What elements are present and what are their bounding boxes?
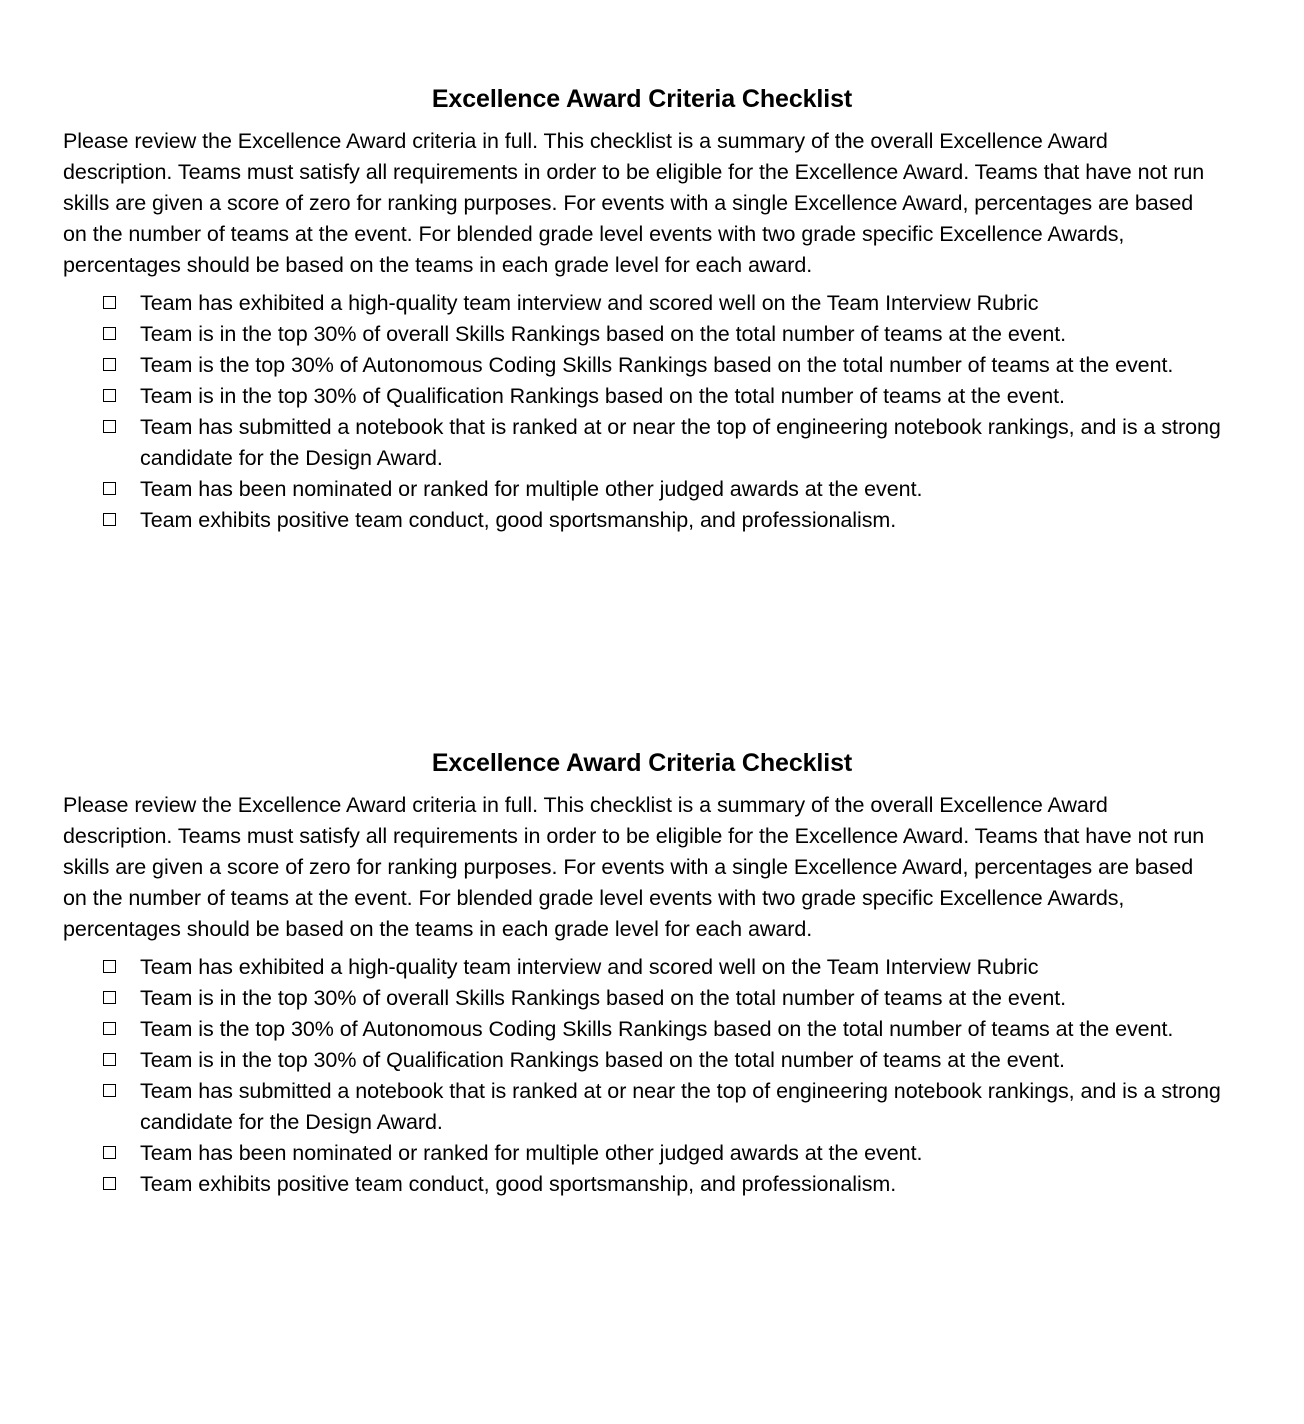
list-item-label: Team is in the top 30% of Qualification Rankings based on the total number of teams at the event. — [140, 1048, 1065, 1072]
list-item[interactable] — [63, 288, 1221, 319]
empty-checkbox-icon[interactable] — [103, 350, 119, 381]
empty-checkbox-icon[interactable] — [103, 505, 119, 536]
empty-checkbox-icon[interactable] — [103, 474, 119, 505]
criteria-checklist — [63, 952, 1221, 1200]
empty-checkbox-icon[interactable] — [103, 952, 119, 983]
list-item-label: Team is in the top 30% of overall Skills Rankings based on the total number of teams at the event. — [140, 322, 1067, 346]
list-item[interactable] — [63, 1076, 1221, 1138]
list-item[interactable] — [63, 474, 1221, 505]
list-item-label: Team exhibits positive team conduct, good sportsmanship, and professionalism. — [140, 1172, 897, 1196]
list-item[interactable] — [63, 983, 1221, 1014]
list-item[interactable] — [63, 1045, 1221, 1076]
empty-checkbox-icon[interactable] — [103, 1169, 119, 1200]
checklist-section-2 — [63, 748, 1221, 1200]
page-title: Excellence Award Criteria Checklist — [431, 749, 853, 777]
intro-paragraph: Please review the Excellence Award criteria in full. This checklist is a summary of the overall Excellence Award description. Teams must satisfy all requirements in order to be eligible for the Excellence Award. Teams that have not run skills are given a score of zero for ranking purposes. For events with a single Excellence Award, percentages are based on the number of teams at the event. For blended grade level events with two grade specific Excellence Awards, percentages should be based on the teams in each grade level for each award. — [63, 129, 1205, 277]
list-item[interactable] — [63, 319, 1221, 350]
empty-checkbox-icon[interactable] — [103, 1076, 119, 1107]
list-item[interactable] — [63, 505, 1221, 536]
list-item-label: Team exhibits positive team conduct, good sportsmanship, and professionalism. — [140, 508, 897, 532]
empty-checkbox-icon[interactable] — [103, 288, 119, 319]
page-title: Excellence Award Criteria Checklist — [431, 85, 853, 113]
empty-checkbox-icon[interactable] — [103, 412, 119, 443]
list-item[interactable] — [63, 1014, 1221, 1045]
list-item-label: Team is in the top 30% of Qualification Rankings based on the total number of teams at the event. — [140, 384, 1065, 408]
list-item-label: Team has been nominated or ranked for multiple other judged awards at the event. — [140, 1141, 923, 1165]
list-item-label: Team has been nominated or ranked for multiple other judged awards at the event. — [140, 477, 923, 501]
empty-checkbox-icon[interactable] — [103, 983, 119, 1014]
list-item[interactable] — [63, 412, 1221, 474]
list-item-label: Team has exhibited a high-quality team interview and scored well on the Team Interview Rubric — [140, 291, 1039, 315]
empty-checkbox-icon[interactable] — [103, 1138, 119, 1169]
empty-checkbox-icon[interactable] — [103, 1045, 119, 1076]
list-item[interactable] — [63, 952, 1221, 983]
list-item-label: Team has exhibited a high-quality team interview and scored well on the Team Interview Rubric — [140, 955, 1039, 979]
list-item[interactable] — [63, 381, 1221, 412]
list-item[interactable] — [63, 1169, 1221, 1200]
list-item-label: Team has submitted a notebook that is ranked at or near the top of engineering notebook rankings, and is a strong candidate for the Design Award. — [140, 415, 1221, 470]
empty-checkbox-icon[interactable] — [103, 1014, 119, 1045]
empty-checkbox-icon[interactable] — [103, 381, 119, 412]
checklist-section-1 — [63, 84, 1221, 536]
list-item-label: Team is the top 30% of Autonomous Coding Skills Rankings based on the total number of teams at the event. — [140, 1017, 1174, 1041]
list-item[interactable] — [63, 1138, 1221, 1169]
list-item-label: Team is the top 30% of Autonomous Coding Skills Rankings based on the total number of teams at the event. — [140, 353, 1174, 377]
list-item-label: Team has submitted a notebook that is ranked at or near the top of engineering notebook rankings, and is a strong candidate for the Design Award. — [140, 1079, 1221, 1134]
criteria-checklist — [63, 288, 1221, 536]
list-item[interactable] — [63, 350, 1221, 381]
intro-paragraph: Please review the Excellence Award criteria in full. This checklist is a summary of the overall Excellence Award description. Teams must satisfy all requirements in order to be eligible for the Excellence Award. Teams that have not run skills are given a score of zero for ranking purposes. For events with a single Excellence Award, percentages are based on the number of teams at the event. For blended grade level events with two grade specific Excellence Awards, percentages should be based on the teams in each grade level for each award. — [63, 793, 1205, 941]
list-item-label: Team is in the top 30% of overall Skills Rankings based on the total number of teams at the event. — [140, 986, 1067, 1010]
empty-checkbox-icon[interactable] — [103, 319, 119, 350]
